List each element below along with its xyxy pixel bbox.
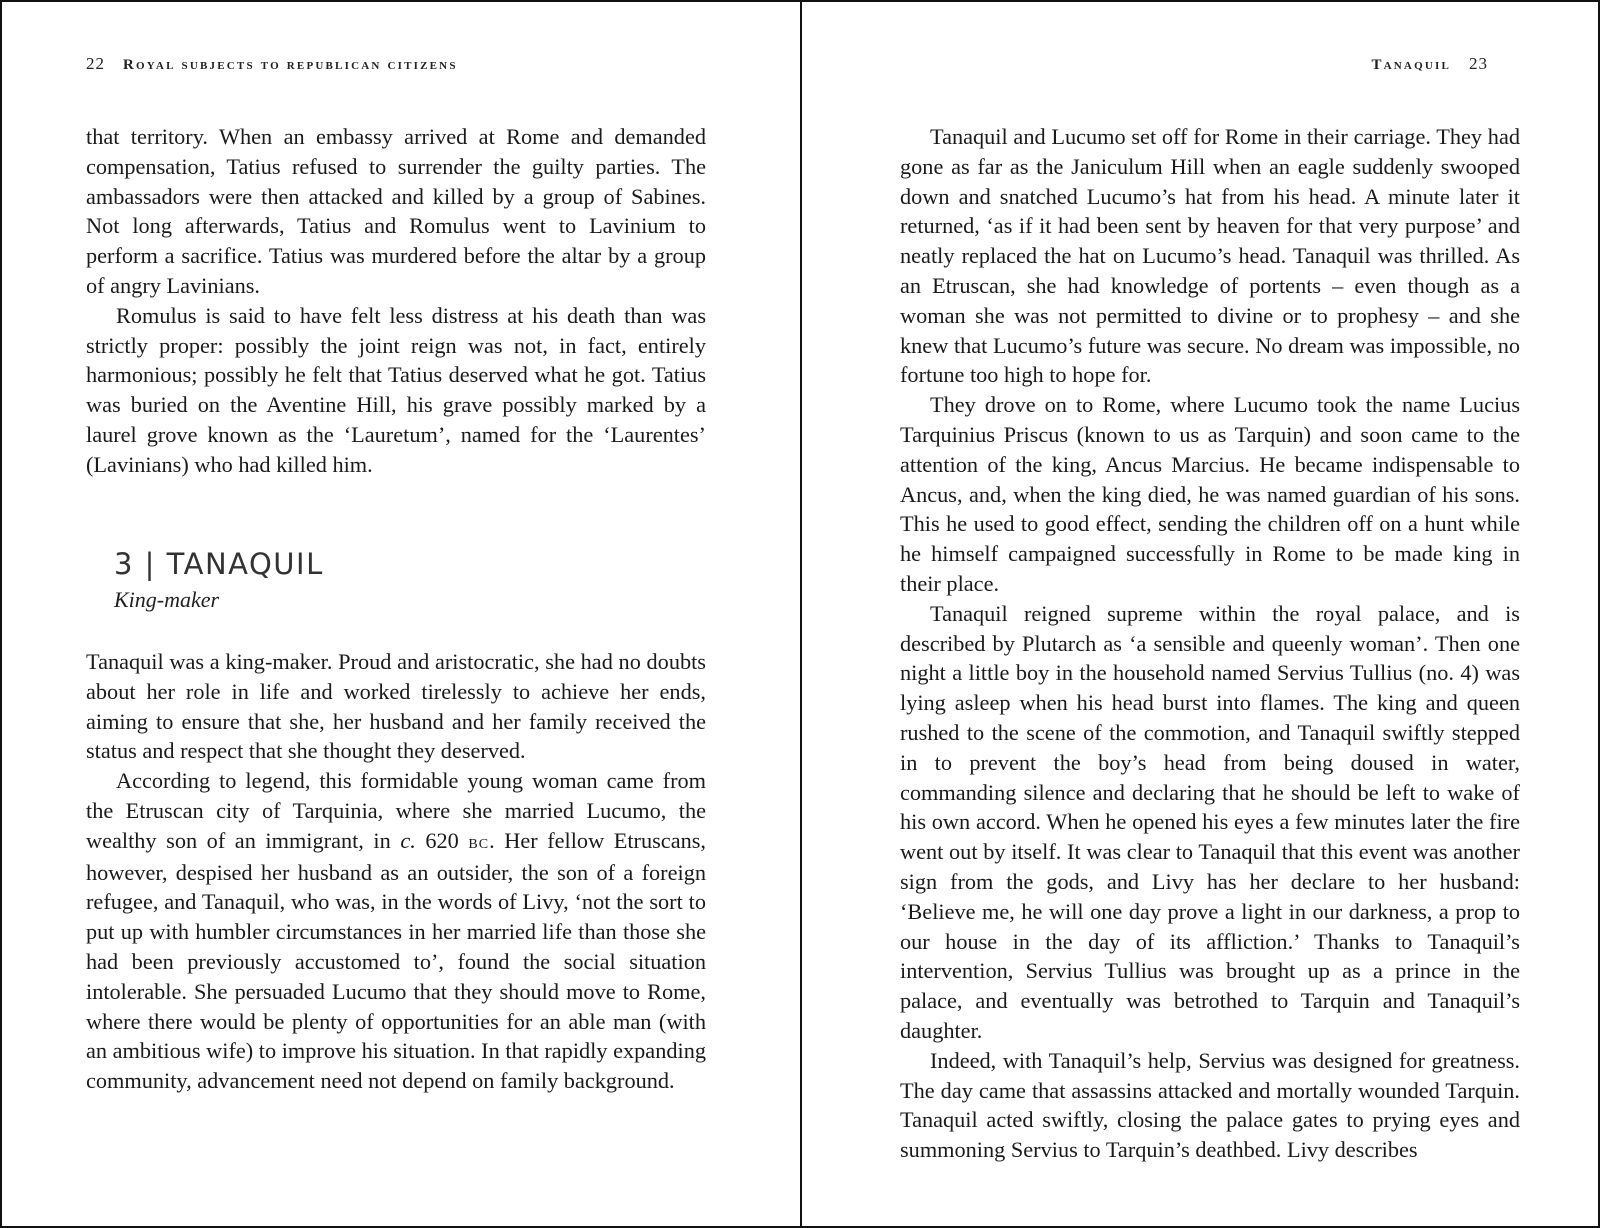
left-running-head-title: Royal subjects to republican citizens	[123, 57, 458, 73]
paragraph: Indeed, with Tanaquil’s help, Servius was designed for greatness. The day came that assassins attacked and mortally wounded Tarquin. Tanaquil acted swiftly, closing the palace gates to prying eyes and summoning Servius to Tarquin’s deathbed. Livy describes	[900, 1047, 1520, 1163]
paragraph: Romulus is said to have felt less distress at his death than was strictly proper: possibly the joint reign was not, in fact, entirely harmonious; possibly he felt that Tatius deserved what he got. Tatius was buried on the Aventine Hill, his grave possibly marked by a laurel grove known as the ‘Lauretum’, named for the ‘Laurentes’ (Lavinians) who had killed him.	[86, 302, 706, 477]
paragraph: Tanaquil and Lucumo set off for Rome in their carriage. They had gone as far as the Janiculum Hill when an eagle suddenly swooped down and snatched Lucumo’s hat from his head. A minute later it returned, ‘as if it had been sent by heaven for that very purpose’ and neatly replaced the hat on Lucumo’s head. Tanaquil was thrilled. As an Etruscan, she had knowledge of portents – even though as a woman she was not permitted to divine or to prophesy – and she knew that Lucumo’s future was secure. No dream was impossible, no fortune too high to hope for.	[900, 124, 1520, 388]
right-running-head-title: Tanaquil	[1371, 57, 1451, 73]
chapter-title: 3 | TANAQUIL	[114, 547, 324, 581]
left-page-number: 22	[86, 54, 105, 73]
paragraph: Tanaquil was a king-maker. Proud and aristocratic, she had no doubts about her role in life and worked tirelessly to achieve her ends, aiming to ensure that she, her husband and her family received the status and respect that she thought they deserved.	[86, 649, 706, 764]
circa-abbreviation: c.	[400, 827, 416, 853]
right-page-body	[2, 2, 1600, 1226]
chapter-subtitle: King-maker	[114, 587, 220, 612]
right-page-number: 23	[1469, 54, 1488, 73]
paragraph: They drove on to Rome, where Lucumo took the name Lucius Tarquinius Priscus (known to us as Tarquin) and soon came to the attention of the king, Ancus Marcius. He became indispensable to Ancus, and, when the king died, he was named guardian of his sons. This he used to good effect, sending the children off on a hunt while he himself campaigned successfully in Rome to be made king in their place.	[900, 392, 1520, 596]
right-text	[900, 122, 1520, 1165]
paragraph: According to legend, this formidable young woman came from the Etruscan city of Tarquinia, where she married Lucumo, the wealthy son of an immigrant, in c. 620 bc. Her fellow Etruscans, however, despised her husband as an outsider, the son of a foreign refugee, and Tanaquil, who was, in the words of Livy, ‘not the sort to put up with humbler circumstances in her married life than those she had been previously accustomed to’, found the social situation intolerable. She persuaded Lucumo that they should move to Rome, where there would be plenty of opportunities for an able man (with an ambitious wife) to improve his situation. In that rapidly expanding community, advancement need not depend on family background.	[86, 768, 706, 1094]
era-abbreviation: bc	[468, 830, 490, 853]
paragraph: that territory. When an embassy arrived at Rome and demanded compensation, Tatius refused to surrender the guilty parties. The ambassadors were then attacked and killed by a group of Sabines. Not long afterwards, Tatius and Romulus went to Lavinium to perform a sacrifice. Tatius was murdered before the altar by a group of angry Lavinians.	[86, 124, 706, 298]
paragraph: Tanaquil reigned supreme within the royal palace, and is described by Plutarch as ‘a sensible and queenly woman’. Then one night a little boy in the household named Servius Tullius (no. 4) was lying asleep when his head burst into flames. The king and queen rushed to the scene of the commotion, and Tanaquil swiftly stepped in to prevent the boy’s head from being doused in water, commanding silence and declaring that he should be left to wake of his own accord. When he opened his eyes a few minutes later the fire went out by itself. It was clear to Tanaquil that this event was another sign from the gods, and Livy has her declare to her husband: ‘Believe me, he will one day prove a light in our darkness, a prop to our house in the day of its affliction.’ Thanks to Tanaquil’s intervention, Servius Tullius was brought up as a prince in the palace, and eventually was betrothed to Tarquin and Tanaquil’s daughter.	[900, 600, 1520, 1043]
